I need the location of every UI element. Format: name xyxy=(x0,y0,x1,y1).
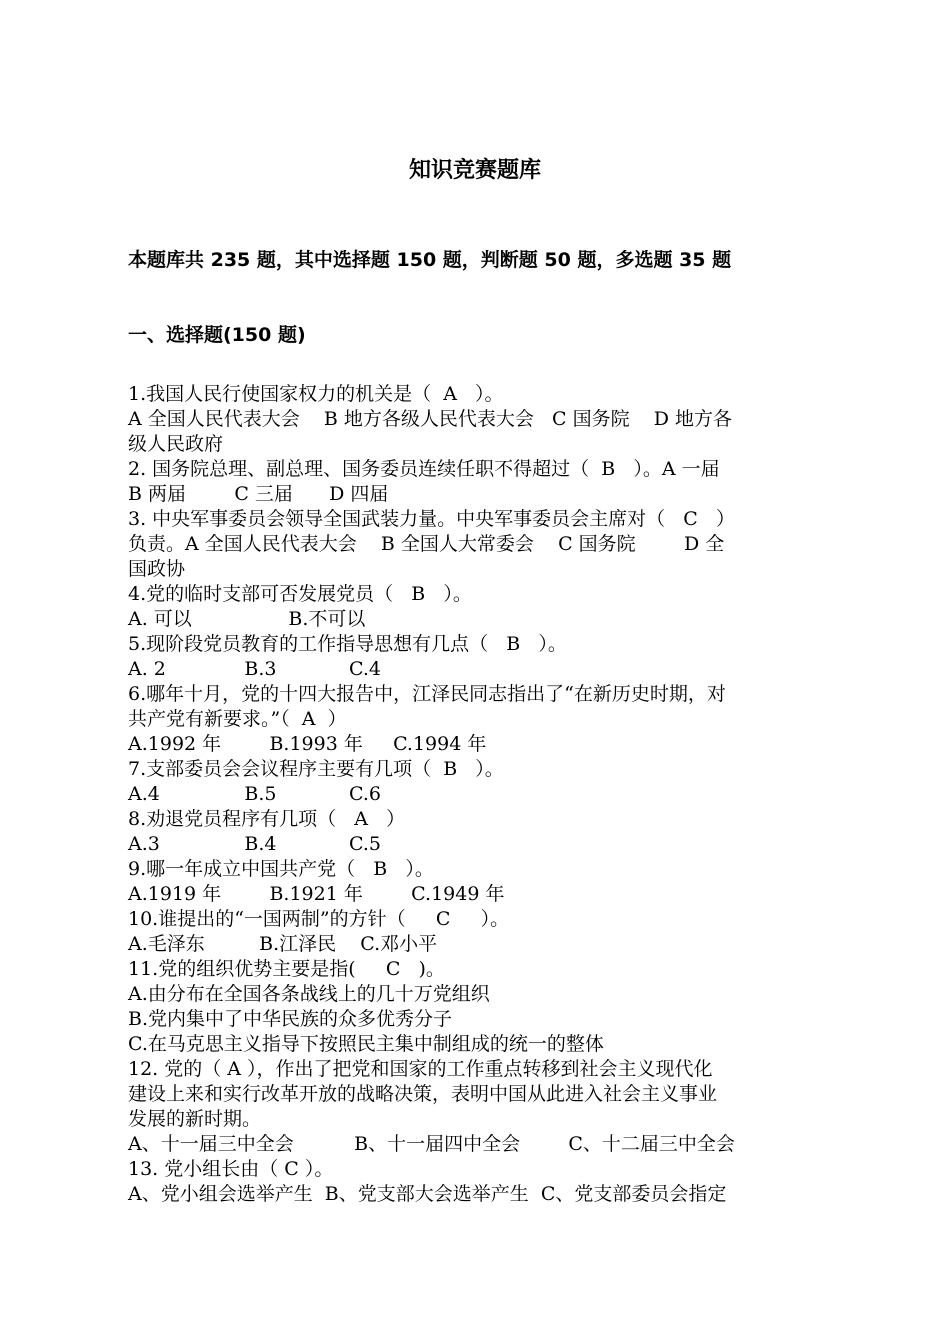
question-3-options-cont: 国政协 xyxy=(128,558,186,580)
question-8-stem: 8.劝退党员程序有几项（ A ） xyxy=(128,808,406,830)
question-5-stem: 5.现阶段党员教育的工作指导思想有几点（ B ）。 xyxy=(128,633,567,655)
question-11-option-a: A.由分布在全国各条战线上的几十万党组织 xyxy=(128,983,490,1005)
question-2-stem: 2. 国务院总理、副总理、国务委员连续任职不得超过（ B ）。A 一届 xyxy=(128,458,720,480)
question-5-options: A. 2 B.3 C.4 xyxy=(128,658,381,680)
question-list xyxy=(128,382,824,1207)
question-13-stem: 13. 党小组长由（ C ）。 xyxy=(128,1158,334,1180)
question-6-options: A.1992 年 B.1993 年 C.1994 年 xyxy=(128,733,487,755)
question-11-option-b: B.党内集中了中华民族的众多优秀分子 xyxy=(128,1008,453,1030)
question-3-options: 负责。A 全国人民代表大会 B 全国人大常委会 C 国务院 D 全 xyxy=(128,533,725,555)
question-8-options: A.3 B.4 C.5 xyxy=(128,833,381,855)
question-bank-summary: 本题库共 235 题，其中选择题 150 题，判断题 50 题，多选题 35 题 xyxy=(128,249,732,271)
question-6-stem-cont: 共产党有新要求。”（ A ） xyxy=(128,708,347,730)
question-11-option-c: C.在马克思主义指导下按照民主集中制组成的统一的整体 xyxy=(128,1033,604,1055)
question-7-options: A.4 B.5 C.6 xyxy=(128,783,381,805)
document-title: 知识竞赛题库 xyxy=(408,158,541,183)
section-heading: 一、选择题(150 题) xyxy=(128,324,306,346)
question-12-stem-cont: 建设上来和实行改革开放的战略决策，表明中国从此进入社会主义事业 xyxy=(128,1083,718,1105)
question-12-stem: 12. 党的（ A ），作出了把党和国家的工作重点转移到社会主义现代化 xyxy=(128,1058,713,1080)
question-6-stem: 6.哪年十月，党的十四大报告中，江泽民同志指出了“在新历史时期，对 xyxy=(128,683,726,705)
question-10-stem: 10.谁提出的“一国两制”的方针（ C ）。 xyxy=(128,908,510,930)
question-1-stem: 1.我国人民行使国家权力的机关是（ A ）。 xyxy=(128,383,504,405)
question-1-options: A 全国人民代表大会 B 地方各级人民代表大会 C 国务院 D 地方各 xyxy=(128,408,733,430)
question-4-options: A. 可以 B.不可以 xyxy=(128,608,366,630)
question-9-options: A.1919 年 B.1921 年 C.1949 年 xyxy=(128,883,505,905)
question-3-stem: 3. 中央军事委员会领导全国武装力量。中央军事委员会主席对（ C ） xyxy=(128,508,735,530)
question-13-options: A、党小组会选举产生 B、党支部大会选举产生 C、党支部委员会指定 xyxy=(128,1183,727,1205)
question-12-options: A、十一届三中全会 B、十一届四中全会 C、十二届三中全会 xyxy=(128,1133,735,1155)
question-11-stem: 11.党的组织优势主要是指( C )。 xyxy=(128,958,445,980)
question-2-options: B 两届 C 三届 D 四届 xyxy=(128,483,389,505)
question-7-stem: 7.支部委员会会议程序主要有几项（ B ）。 xyxy=(128,758,504,780)
question-9-stem: 9.哪一年成立中国共产党（ B ）。 xyxy=(128,858,434,880)
question-4-stem: 4.党的临时支部可否发展党员（ B ）。 xyxy=(128,583,472,605)
question-12-stem-end: 发展的新时期。 xyxy=(128,1108,262,1130)
question-1-options-cont: 级人民政府 xyxy=(128,433,224,455)
question-10-options: A.毛泽东 B.江泽民 C.邓小平 xyxy=(128,933,438,955)
